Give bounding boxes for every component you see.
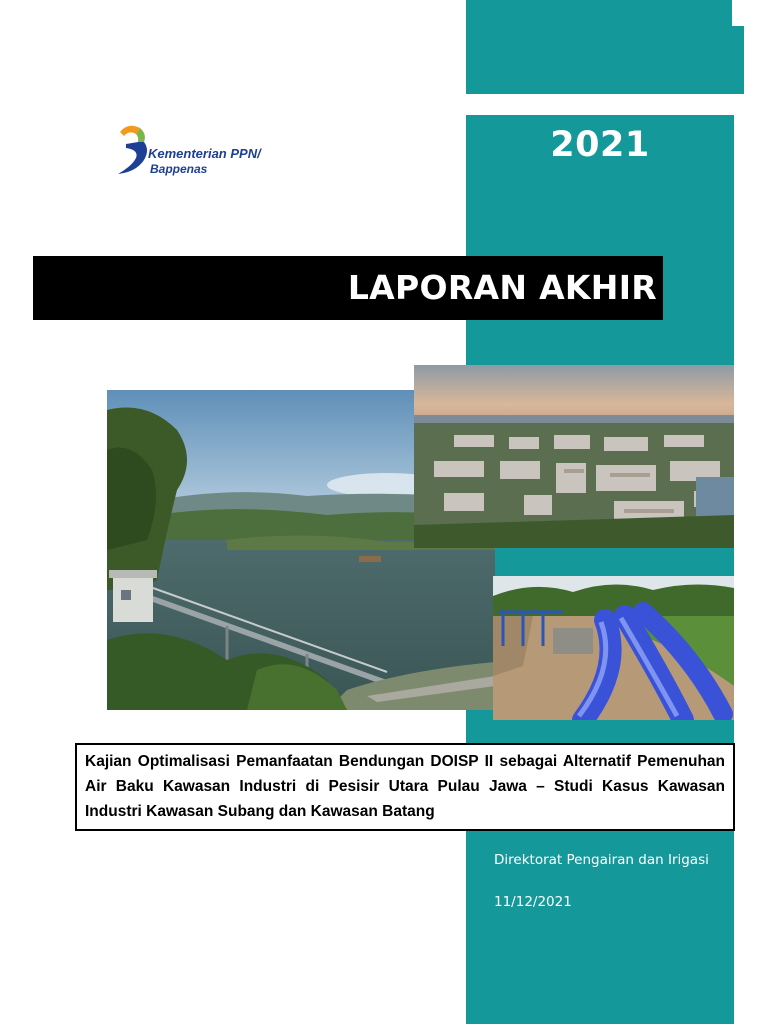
logo-text-bappenas: Bappenas <box>150 162 208 176</box>
industrial-estate-aerial-photo <box>414 365 734 548</box>
report-date: 11/12/2021 <box>494 894 572 910</box>
logo-text-ministry: Kementerian PPN/ <box>148 146 261 161</box>
directorate-name: Direktorat Pengairan dan Irigasi <box>494 852 709 868</box>
title-banner <box>33 256 663 320</box>
report-title: LAPORAN AKHIR <box>347 268 657 307</box>
water-pipeline-photo <box>493 576 734 720</box>
report-subject: Kajian Optimalisasi Pemanfaatan Bendungan DOISP II sebagai Alternatif Pemenuhan Air Baku Kawasan Industri di Pesisir Utara Pulau Jawa – Studi Kasus Kawasan Industri Kawasan Subang dan Kawasan Batang <box>85 753 725 820</box>
teal-header-block <box>466 0 744 94</box>
teal-side-column <box>466 115 734 1024</box>
report-year: 2021 <box>550 125 650 165</box>
report-description-box <box>75 743 735 831</box>
header-notch <box>732 0 768 26</box>
